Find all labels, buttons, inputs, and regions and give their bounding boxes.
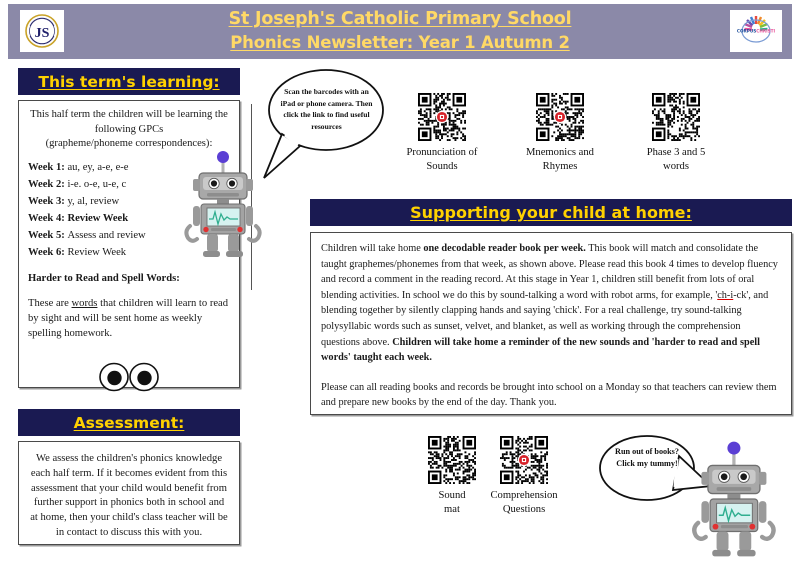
robot-bottom-decoration[interactable] <box>683 436 787 567</box>
corpus-christi-icon <box>732 12 780 50</box>
svg-text:CORPUSCHRISTI: CORPUSCHRISTI <box>736 28 776 34</box>
qr-code-icon[interactable] <box>428 436 476 484</box>
corpus-christi-logo <box>730 10 782 52</box>
harder-body-pre: These are <box>28 298 72 310</box>
supporting-at-home-banner <box>310 199 792 226</box>
scan-barcodes-text: Scan the barcodes with an iPad or phone camera. Then click the link to find useful resources <box>280 87 373 131</box>
qr-code-icon[interactable] <box>536 93 584 141</box>
week-value: i-e. o-e, u-e, c <box>67 178 127 190</box>
header-title-block <box>8 7 792 55</box>
support-p1-underlined: ch-i <box>717 289 734 301</box>
week-value: Assess and review <box>67 230 146 242</box>
newsletter-subtitle: Phonics Newsletter: Year 1 Autumn 2 <box>230 33 570 52</box>
svg-text:JS: JS <box>34 26 50 41</box>
assessment-body: We assess the children's phonics knowledge each half term. If it becomes evident from this assessment that your child would benefit from further support in phonics both in school and at home, then your child's class teacher will be in contact to discuss this with you. <box>30 453 228 538</box>
qr-code-icon[interactable] <box>418 93 466 141</box>
harder-words-body <box>28 297 230 341</box>
qr-caption-line-1: Pronunciation of <box>406 147 478 158</box>
week-label: Week 5: <box>28 230 68 242</box>
week-label: Week 6: <box>28 247 68 259</box>
qr-caption-line-1: Sound <box>438 490 466 501</box>
harder-words-heading: Harder to Read and Spell Words: <box>28 272 180 284</box>
week-label: Week 3: <box>28 195 68 207</box>
googly-eyes-icon <box>98 362 160 392</box>
harder-body-link[interactable]: words <box>71 298 98 310</box>
support-p1-a: Children will take home <box>321 243 424 254</box>
qr-caption <box>622 146 730 173</box>
week-value: Review Week <box>67 247 127 259</box>
assessment-banner <box>18 409 240 436</box>
qr-caption <box>470 489 578 516</box>
qr-caption <box>388 146 496 173</box>
qr-caption <box>506 146 614 173</box>
support-p1-bold-2: Children will take home a reminder of the new sounds and 'harder to read and spell words' taught each week. <box>321 336 760 364</box>
qr-caption-line-2: Sounds <box>426 160 458 172</box>
week-label: Week 2: <box>28 178 68 190</box>
supporting-at-home-label: Supporting your child at home: <box>410 203 692 222</box>
support-p1-c: This book will match and consolidate the taught graphemes/phonemes from that week, as shown above. Please read this book 4 times to develop fluency and record a comment in the reading record. At this stage in Year 1, children still benefit from lots of oral blending activities. In school we do this by sound-talking a word with robot arms, for example, ' <box>321 243 778 301</box>
week-label: Week 1: <box>28 161 68 173</box>
robot-top-decoration <box>176 148 272 265</box>
assessment-label: Assessment: <box>73 413 185 432</box>
run-out-of-books-text: Run out of books? Click my tummy! <box>615 447 679 469</box>
qr-caption-line-2: words <box>663 160 689 172</box>
qr-caption-line-2: Questions <box>502 503 546 515</box>
term-intro-line-1: This half term the children will be learning the <box>30 109 228 120</box>
week-label: Week 4: <box>28 213 68 225</box>
qr-comprehension-questions[interactable] <box>470 436 578 516</box>
qr-caption-line-1: Comprehension <box>490 490 558 501</box>
support-p1-d: -ck', and blending together by silently clapping hands and saying 'chick'. For a real challenge, try sound-talking polysyllabic words such as sunset, velvet, and blanket, as well as working through the comprehension questions above. <box>321 289 769 348</box>
qr-code-icon[interactable] <box>500 436 548 484</box>
week-value: Review Week <box>67 213 129 225</box>
week-value: y, al, review <box>67 195 120 207</box>
qr-caption-line-2: mat <box>444 503 460 515</box>
qr-caption-line-1: Mnemonics and <box>526 147 594 158</box>
qr-pronunciation-of-sounds[interactable] <box>388 93 496 173</box>
robot-icon <box>176 148 272 260</box>
qr-phase-3-and-5-words[interactable] <box>622 93 730 173</box>
assessment-box <box>18 441 240 545</box>
supporting-at-home-box <box>310 232 792 415</box>
scan-barcodes-bubble <box>254 62 388 189</box>
support-p1-bold: one decodable reader book per week. <box>423 243 586 254</box>
term-intro-line-3: (grapheme/phoneme correspondences): <box>45 138 213 150</box>
this-terms-learning-label: This term's learning: <box>38 72 220 91</box>
page-header <box>8 4 792 59</box>
week-value: au, ey, a-e, e-e <box>67 161 129 173</box>
googly-eyes-decoration <box>98 362 160 397</box>
qr-mnemonics-and-rhymes[interactable] <box>506 93 614 173</box>
support-paragraph-1 <box>321 241 781 366</box>
robot-icon[interactable] <box>683 436 787 562</box>
harder-body-post: that children will learn to read by sight and will be sent home as weekly spelling homework. <box>28 298 229 339</box>
this-terms-learning-banner <box>18 68 240 95</box>
qr-caption-line-2: Rhymes <box>542 160 578 172</box>
support-paragraph-2: Please can all reading books and records be brought into school on a Monday so that teachers can review them and prepare new books by the end of the day. Thank you. <box>321 381 777 409</box>
school-name: St Joseph's Catholic Primary School <box>228 9 572 29</box>
qr-code-icon[interactable] <box>652 93 700 141</box>
term-intro-line-2: following GPCs <box>94 123 164 135</box>
qr-caption-line-1: Phase 3 and 5 <box>646 147 706 158</box>
